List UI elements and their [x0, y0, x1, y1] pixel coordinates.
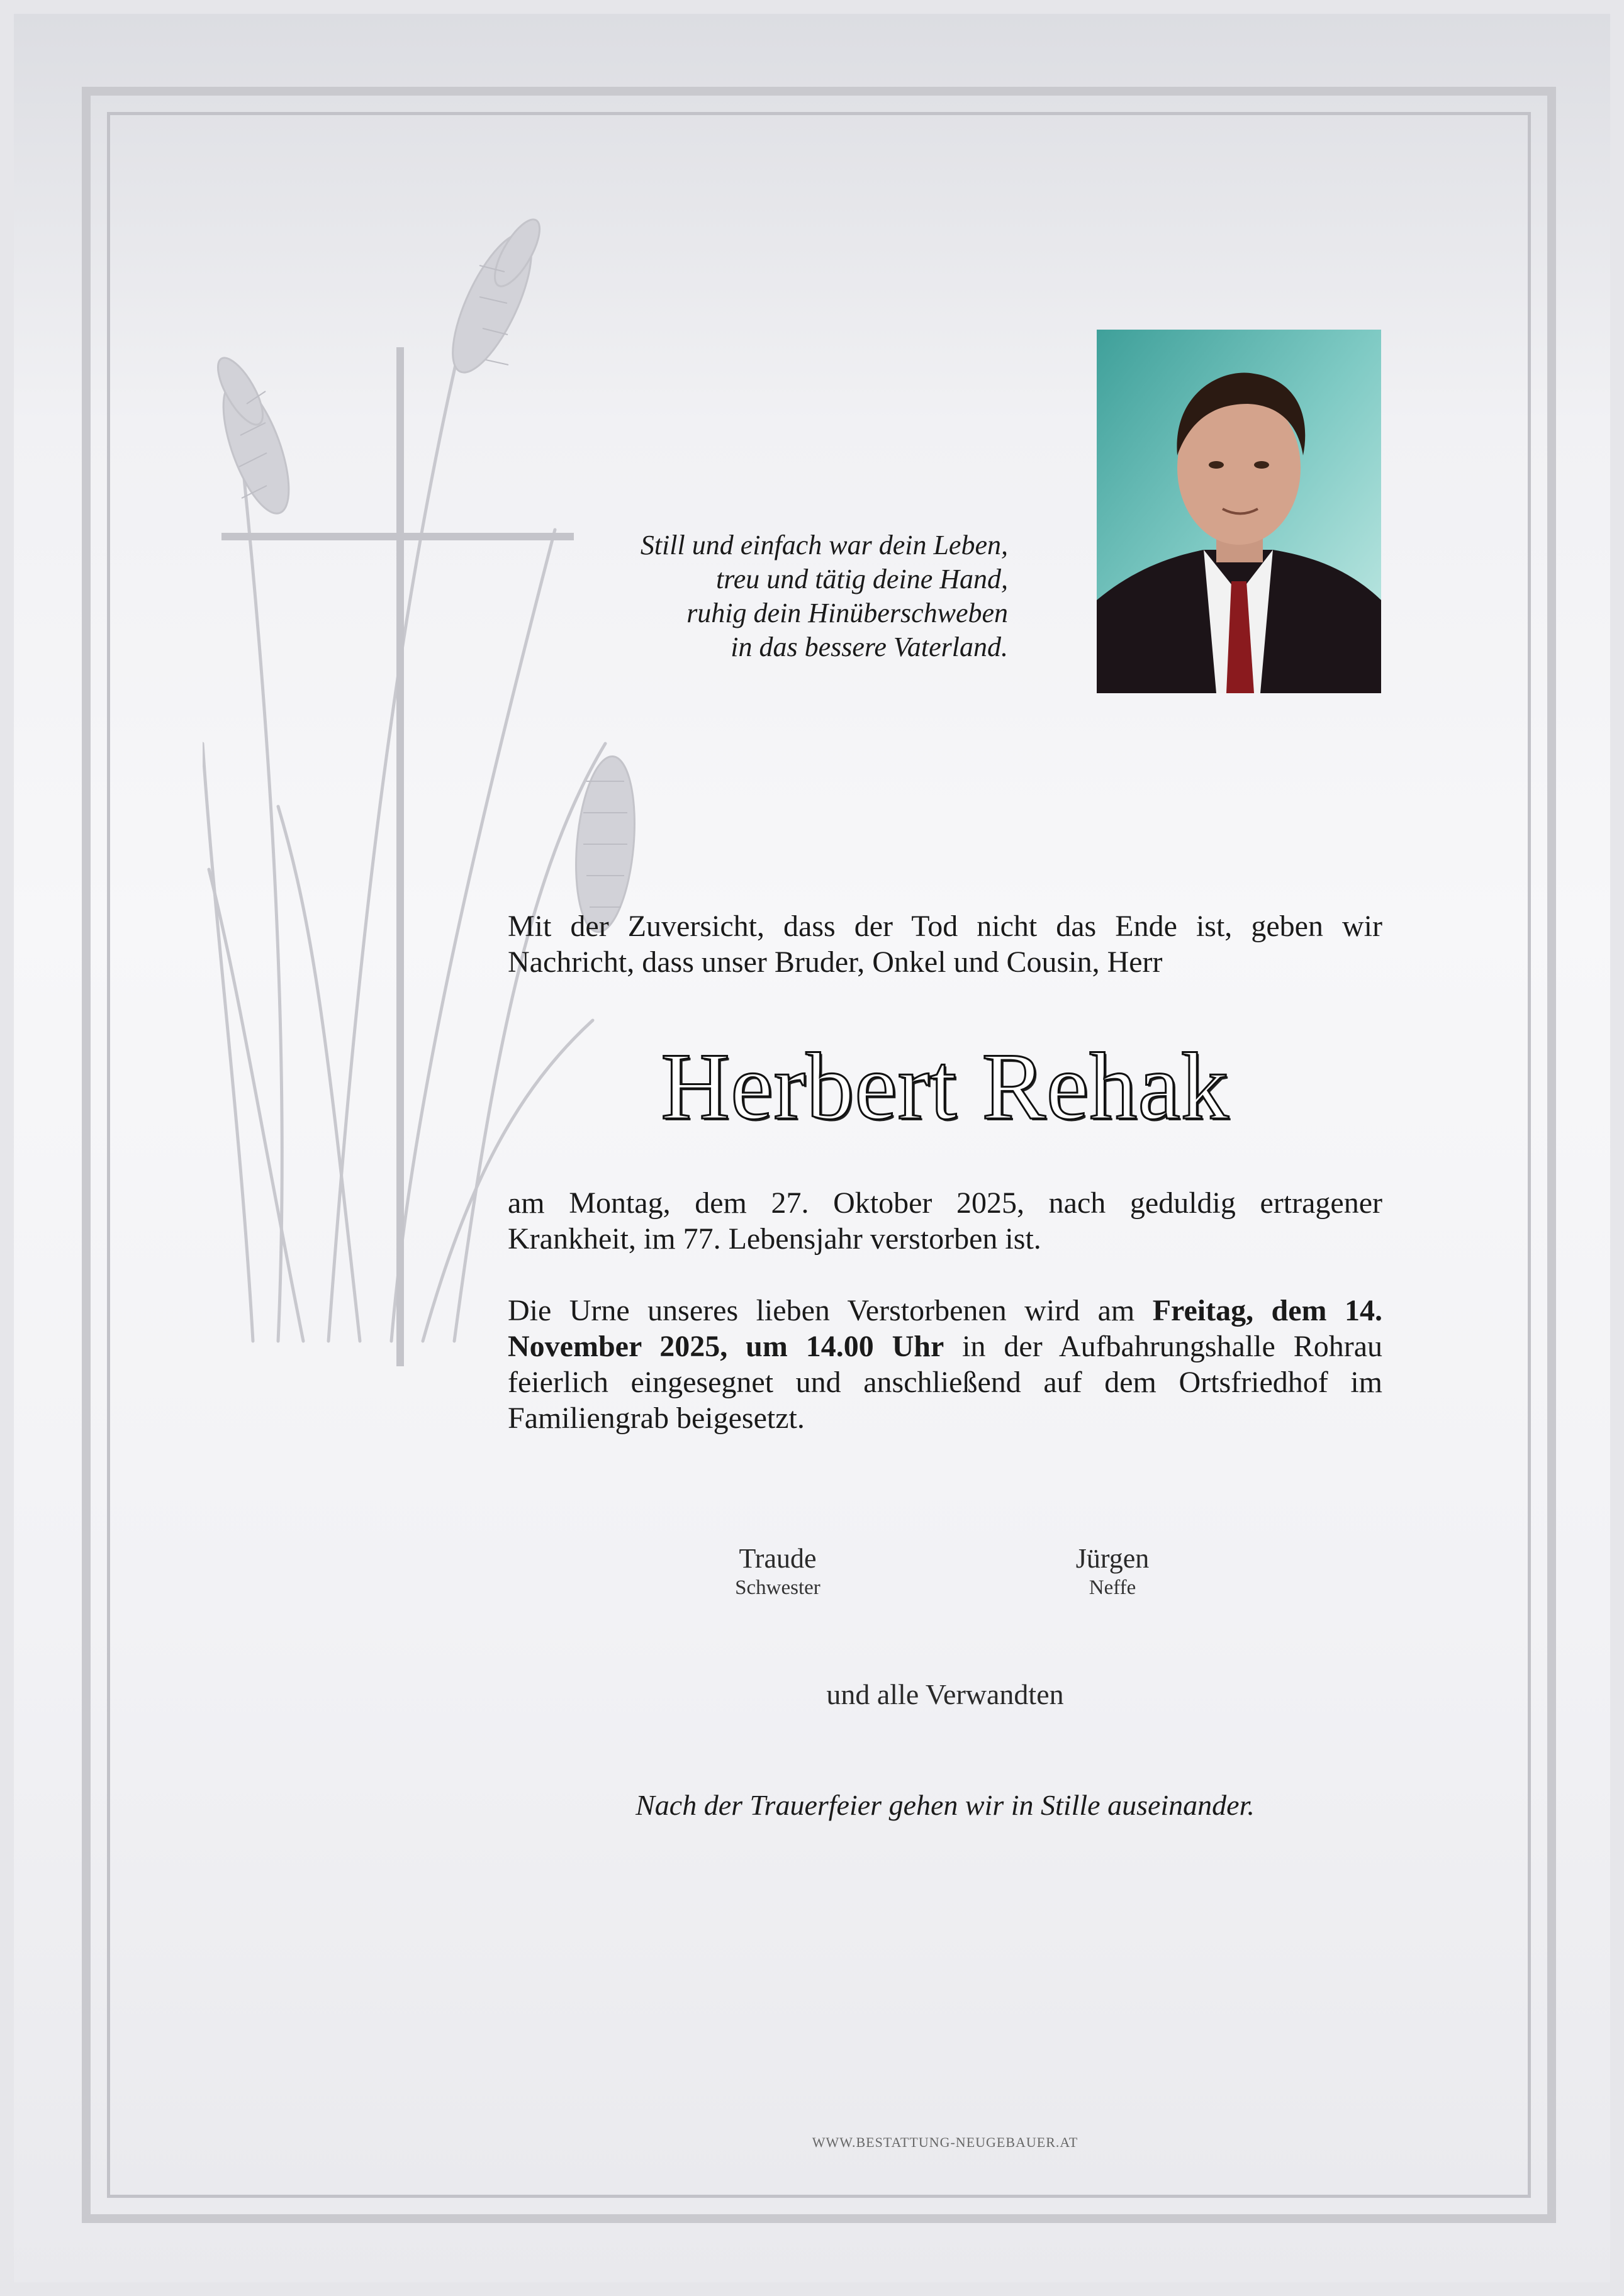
funeral-text-end: in der Aufbahrungshalle Rohrau feierlich eingesegnet und anschließend auf dem Ortsfriedhof im Familiengrab beigesetzt.: [508, 1330, 1382, 1435]
closing-line: Nach der Trauerfeier gehen wir in Stille auseinander.: [636, 1789, 1255, 1821]
funeral-date: Freitag, dem 14. November 2025, um 14.00 Uhr: [508, 1294, 1382, 1363]
poem-line: in das bessere Vaterland.: [731, 632, 1008, 662]
portrait-photo: [1097, 330, 1381, 693]
poem-line: treu und tätig deine Hand,: [716, 564, 1008, 594]
funeral-details: [508, 1293, 1382, 1436]
mourner: [1018, 1542, 1207, 1600]
mourner-name: Jürgen: [1075, 1543, 1150, 1574]
deceased-name: Herbert Rehak: [661, 1034, 1229, 1139]
mourner-relation: Neffe: [1089, 1576, 1136, 1599]
poem-line: ruhig dein Hinüberschweben: [686, 598, 1008, 628]
website-footer: WWW.BESTATTUNG-NEUGEBAUER.AT: [812, 2134, 1078, 2150]
mourner-name: Traude: [739, 1543, 817, 1574]
parte-sheet: [14, 14, 1610, 2282]
intro-text: Mit der Zuversicht, dass der Tod nicht das Ende ist, geben wir Nachricht, dass unser Bruder, Onkel und Cousin, Herr: [508, 910, 1382, 979]
funeral-text-start: Die Urne unseres lieben Verstorbenen wird am: [508, 1294, 1153, 1327]
passing-text: am Montag, dem 27. Oktober 2025, nach geduldig ertragener Krankheit, im 77. Lebensjahr verstorben ist.: [508, 1186, 1382, 1256]
memorial-poem: [568, 528, 1008, 664]
mourner: [683, 1542, 872, 1600]
poem-line: Still und einfach war dein Leben,: [640, 530, 1008, 560]
relatives-line: und alle Verwandten: [826, 1678, 1064, 1710]
mourner-relation: Schwester: [735, 1576, 820, 1599]
